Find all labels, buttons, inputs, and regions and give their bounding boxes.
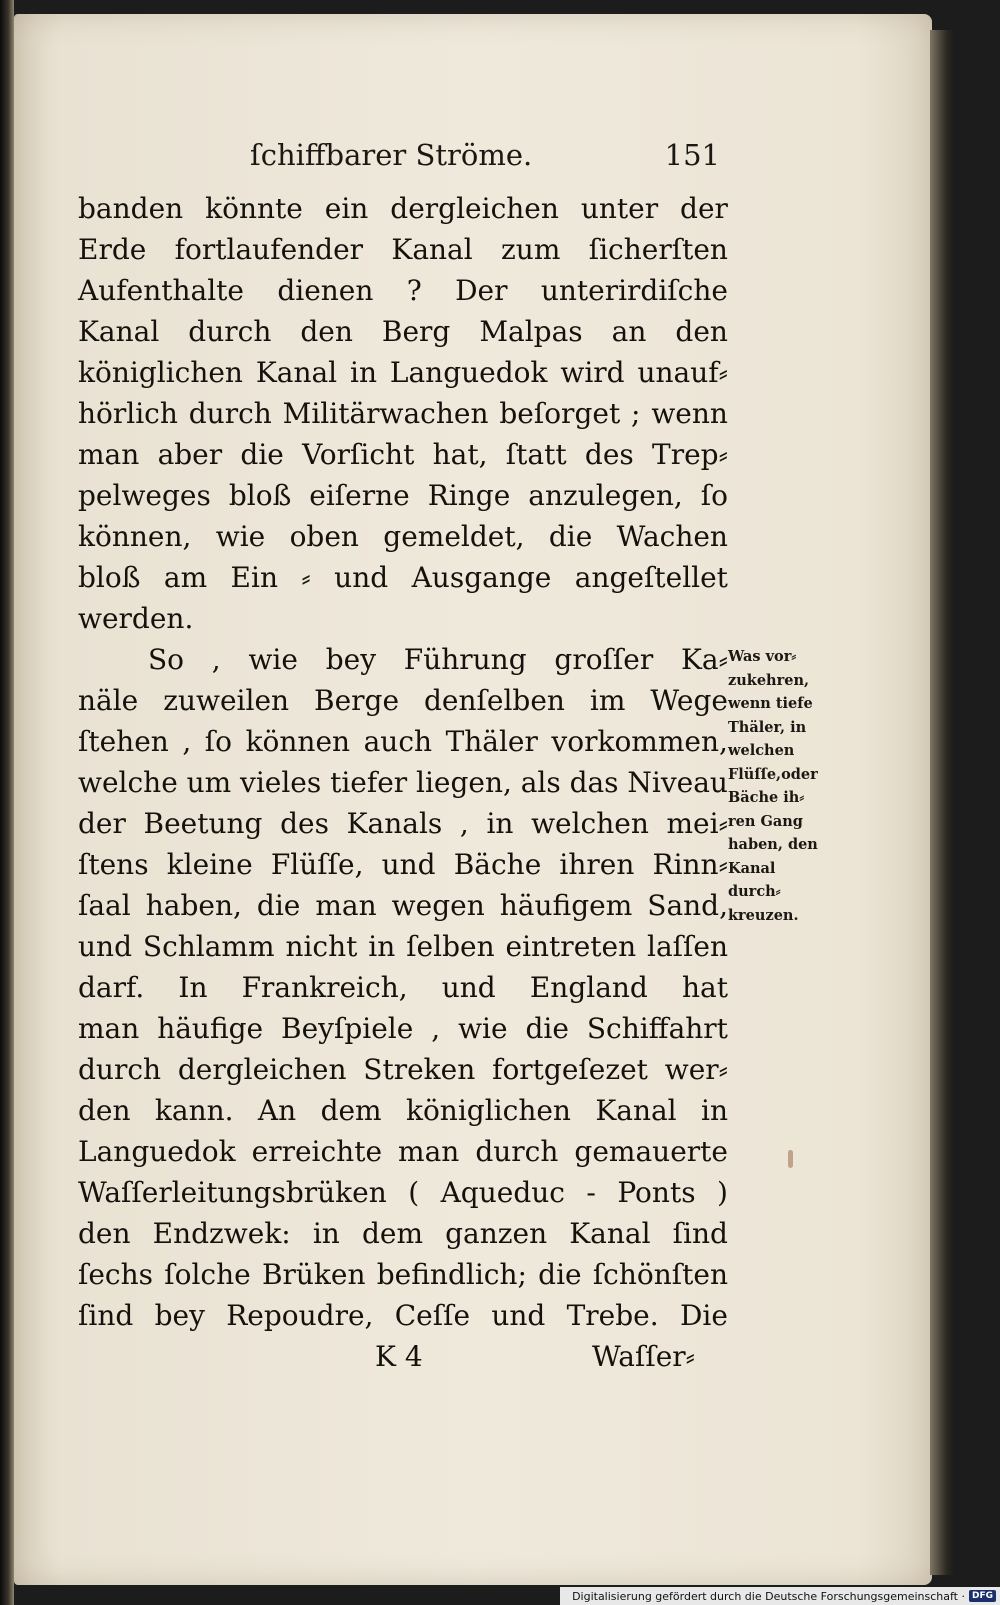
text-line: banden könnte ein dergleichen unter der [78,192,728,225]
text-line: ſechs ſolche Brüken befindlich; die ſchönſten [78,1258,728,1291]
marginal-note-line: Bäche ih⸗ [728,789,805,806]
text-line: ſtehen , ſo können auch Thäler vorkommen, [78,725,728,758]
page-footer [375,1340,695,1380]
text-line: Erde fortlaufender Kanal zum ſicherſten [78,233,728,266]
text-line: den kann. An dem königlichen Kanal in [78,1094,728,1127]
marginal-note-line: wenn tiefe [728,695,813,712]
credit-text: Digitalisierung gefördert durch die Deutsche Forschungsgemeinschaft · [572,1589,965,1603]
page-number: 151 [664,138,720,172]
page-fore-edge [930,30,954,1575]
text-line: Kanal durch den Berg Malpas an den [78,315,728,348]
marginal-note-line: kreuzen. [728,906,799,924]
digitization-credit [560,1587,1000,1605]
text-line: Aufenthalte dienen ? Der unterirdiſche [78,274,728,307]
text-line: näle zuweilen Berge denſelben im Wege [78,684,728,717]
running-head [250,138,720,178]
marginal-note-line: haben, den [728,836,818,853]
marginal-note-line: Kanal [728,859,776,877]
marginal-note-line: ren Gang [728,812,803,830]
marginal-note [728,645,848,927]
marginal-note-line: Thäler, in [728,718,807,736]
text-line: ſind bey Repoudre, Ceſſe und Trebe. Die [78,1299,728,1332]
text-line: und Schlamm nicht in ſelben eintreten laſſen [78,930,728,963]
marginal-note-line: welchen [728,742,795,759]
text-line: man häufige Beyſpiele , wie die Schiffahrt [78,1012,728,1045]
text-line: ſaal haben, die man wegen häufigem Sand, [78,889,728,922]
text-line: Waſſerleitungsbrüken ( Aqueduc - Ponts ) [78,1176,728,1209]
text-line: durch dergleichen Streken fortgeſezet wer⸗ [78,1053,728,1086]
text-line: den Endzwek: in dem ganzen Kanal ſind [78,1217,728,1250]
body-text [78,188,728,1336]
text-line: ſtens kleine Flüſſe, und Bäche ihren Rinn⸗ [78,848,728,881]
marginal-note-line: Flüſſe,oder [728,765,818,783]
dfg-logo: DFG [969,1590,996,1602]
catchword: Waſſer⸗ [591,1340,695,1373]
marginal-note-line: zukehren, [728,671,810,689]
text-line: bloß am Ein ⸗ und Ausgange angeſtellet [78,561,728,594]
text-line: der Beetung des Kanals , in welchen mei⸗ [78,807,728,840]
text-line: königlichen Kanal in Languedok wird unauf⸗ [78,356,728,389]
text-line: Languedok erreichte man durch gemauerte [78,1135,728,1168]
marginal-note-line: Was vor⸗ [728,648,797,665]
book-spine-edge [0,0,14,1605]
signature-mark: K 4 [375,1340,423,1373]
marginal-note-line: durch⸗ [728,883,781,900]
text-line: hörlich durch Militärwachen beſorget ; wenn [78,397,728,430]
text-line: pelweges bloß eiſerne Ringe anzulegen, ſo [78,479,728,512]
paper-stain [788,1150,793,1168]
text-line: darf. In Frankreich, und England hat [78,971,728,1004]
text-line: welche um vieles tiefer liegen, als das Niveau [78,766,728,799]
text-line: können, wie oben gemeldet, die Wachen [78,520,728,553]
text-line: werden. [78,602,194,635]
running-title: ſchiffbarer Ströme. [250,138,533,172]
text-line: man aber die Vorſicht hat, ſtatt des Trep⸗ [78,438,728,471]
text-line: So , wie bey Führung groſſer Ka⸗ [148,643,728,676]
